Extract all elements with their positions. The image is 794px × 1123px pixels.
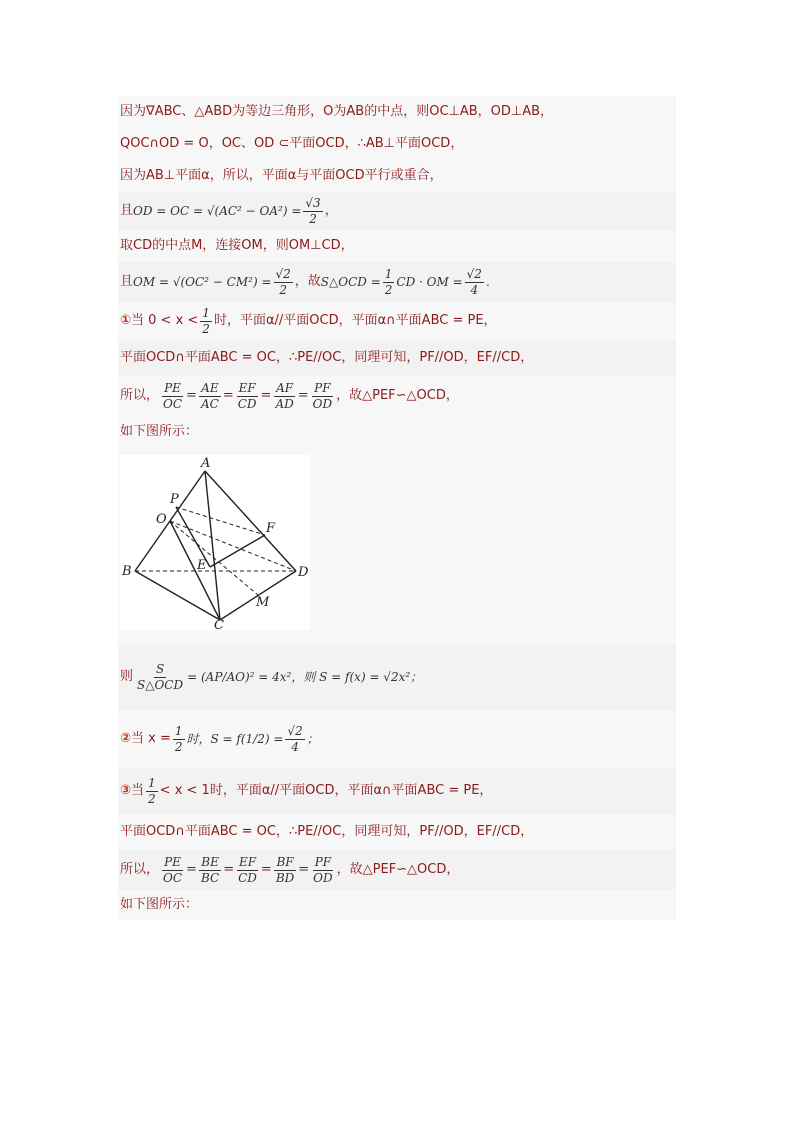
label-F: F [266,521,276,536]
label-D: D [298,565,309,580]
edge-AD [205,471,296,571]
line-12: ② 当 x = $\frac{1}{2}$ 时，S = f(1/2) = $\frac{√2}{4}$ ； [120,723,319,754]
label-B: B [122,564,132,579]
line-15: 所以， $\frac{PE}{OC}$ = $\frac{BE}{BC}$ = $\frac{EF}{CD}$ = $\frac{BF}{BD}$ = $\frac{PF}{OD}$ ，故△PEF∽△OCD， [118,850,676,890]
label-P: P [170,492,179,507]
fraction: $\frac{1}{2}$ [202,305,210,336]
line-13: ③ 当 $\frac{1}{2}$ < x < 1时，平面α//平面OCD，平面α∩平面ABC = PE， [118,768,676,814]
tetrahedron-figure [120,455,310,630]
label-E: E [197,558,207,573]
label-M: M [256,595,270,610]
line-9: 所以， $\frac{PE}{OC}$ = $\frac{AE}{AC}$ = $\frac{EF}{CD}$ = $\frac{AF}{AD}$ = $\frac{PF}{OD}$ ，故△PEF∽△OCD， [120,380,459,411]
label-O: O [156,512,167,527]
label-A: A [201,456,211,471]
edge-AC [205,471,220,620]
line-8: 平面OCD∩平面ABC = OC，∴PE//OC，同理可知，PF//OD，EF//CD， [118,340,676,376]
tetrahedron-svg [120,455,310,630]
fraction: $\frac{√2}{4}$ [466,266,482,297]
line-16: 如下图所示： [120,897,199,912]
fraction: $\frac{1}{2}$ [384,266,393,297]
line-11: 则 $\frac{S}{\text{S△OCD}}$ = (AP/AO)² = 4x²，则 S = f(x) = √2x²； [118,644,676,710]
line-5: 取CD的中点M，连接OM，则OM⊥CD， [120,238,354,253]
line-7: ① 当 0 < x < $\frac{1}{2}$ 时，平面α//平面OCD，平面α∩平面ABC = PE， [120,305,497,336]
fraction: $\frac{√3}{2}$ [305,195,321,226]
fraction: $\frac{√2}{2}$ [275,266,291,297]
line-2: QOC∩OD = O，OC、OD ⊂平面OCD，∴AB⊥平面OCD， [120,136,464,151]
line-1: 因为∇ABC、△ABD为等边三角形，O为AB的中点，则OC⊥AB，OD⊥AB， [120,104,554,119]
line-10: 如下图所示： [120,424,199,439]
line-14: 平面OCD∩平面ABC = OC，∴PE//OC，同理可知，PF//OD，EF//CD， [120,824,534,839]
line-3: 因为AB⊥平面α，所以，平面α与平面OCD平行或重合， [120,168,443,183]
edge-OM [170,521,258,595]
line-4: 且 OD = OC = √(AC² − OA²) = $\frac{√3}{2}$ ， [118,192,676,230]
label-C: C [214,618,224,630]
line-6: 且 OM = √(OC² − CM²) = $\frac{√2}{2}$ ，故 S△OCD = $\frac{1}{2}$ CD · OM = $\frac{√2}{4}$ . [118,262,676,302]
